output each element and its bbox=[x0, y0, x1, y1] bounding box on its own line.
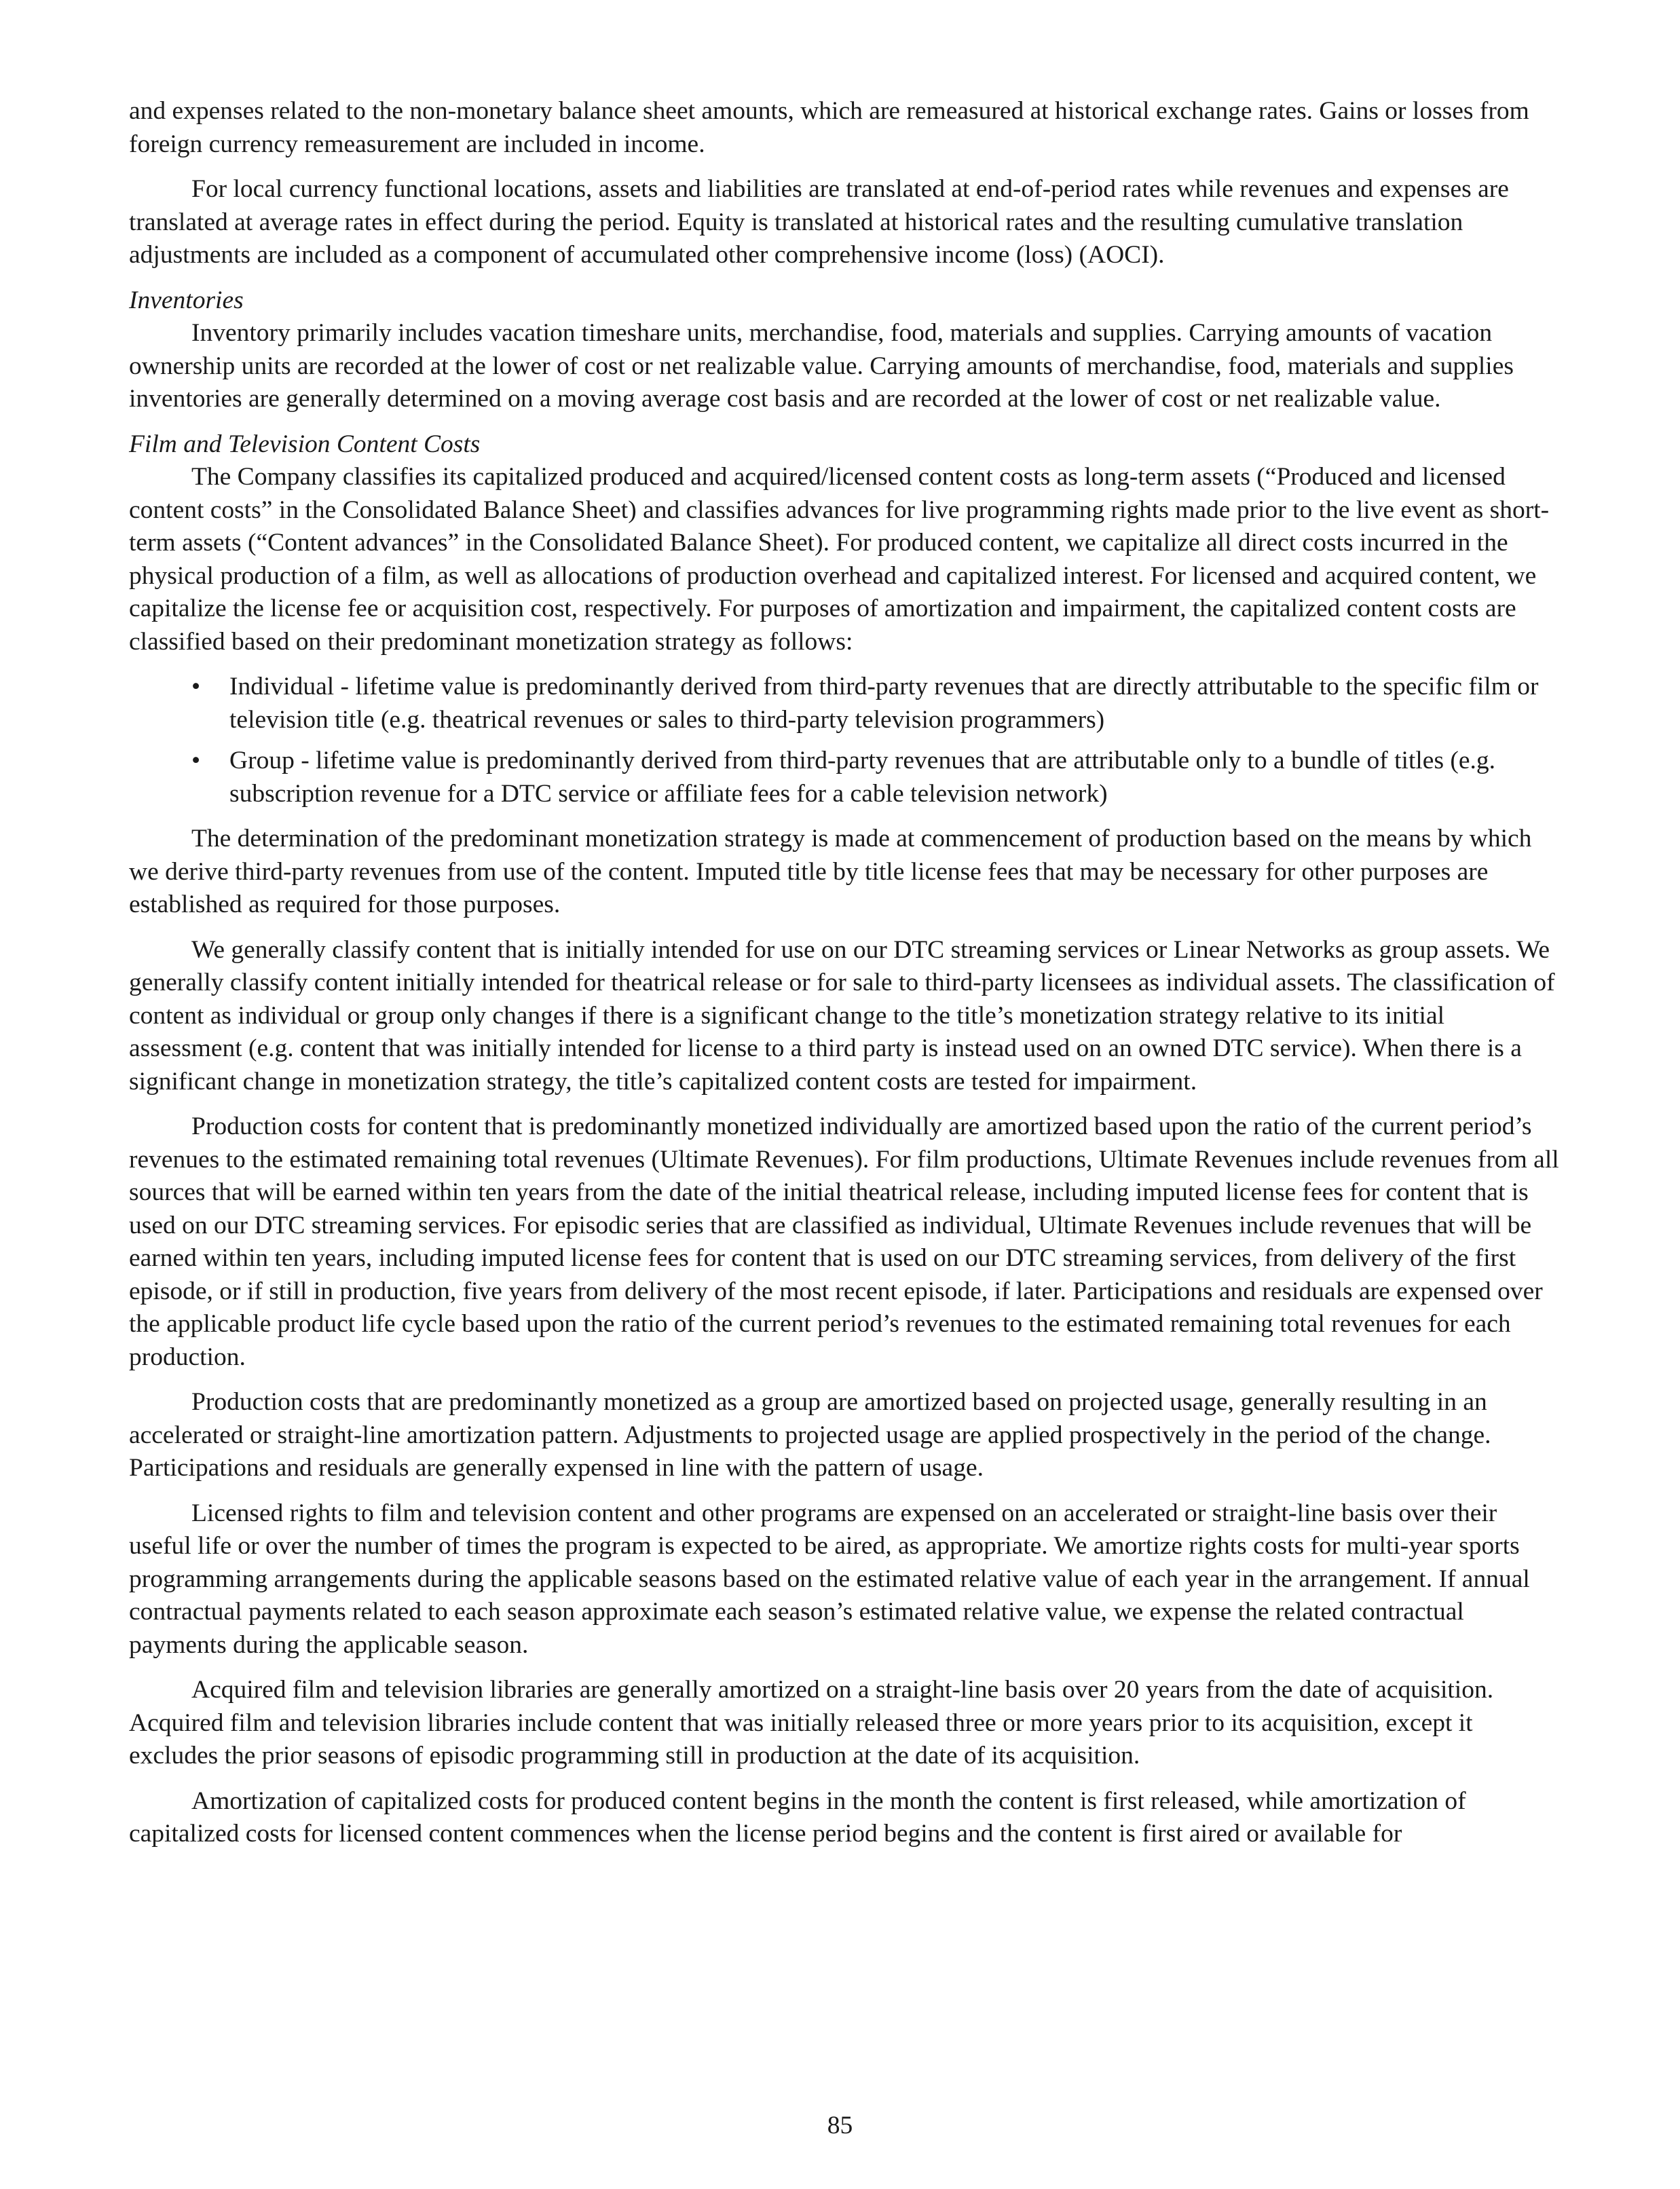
paragraph-inventories: Inventory primarily includes vacation timeshare units, merchandise, food, materials and supplies. Carrying amounts of vacation ownership units are recorded at the lower of cost or net realizable value. Carrying amounts of merchandise, food, materials and supplies inventories are generally determined on a moving average cost basis and are recorded at the lower of cost or net realizable value. bbox=[129, 319, 1514, 413]
bullet-icon: • bbox=[191, 747, 201, 774]
paragraph-licensed-rights: Licensed rights to film and television content and other programs are expensed on an accelerated or straight-line basis over their useful life or over the number of times the program is expected to be aired, as appropriate. We amortize rights costs for multi-year sports programming arrangements during the applicable seasons based on the estimated relative value of each year in the arrangement. If annual contractual payments related to each season approximate each season’s estimated relative value, we expense the related contractual payments during the applicable season. bbox=[129, 1499, 1530, 1659]
paragraph-film-classification: The Company classifies its capitalized produced and acquired/licensed content costs as long-term assets (“Produced and licensed content costs” in the Consolidated Balance Sheet) and classifies advances for live programming rights made prior to the live event as short-term assets (“Content advances” in the Consolidated Balance Sheet). For produced content, we capitalize all direct costs incurred in the physical production of a film, as well as allocations of production overhead and capitalized interest. For licensed and acquired content, we capitalize the license fee or acquisition cost, respectively. For purposes of amortization and impairment, the capitalized content costs are classified based on their predominant monetization strategy as follows: bbox=[129, 463, 1550, 656]
list-item-individual bbox=[129, 671, 1561, 736]
paragraph-local-currency: For local currency functional locations, assets and liabilities are translated at end-of-period rates while revenues and expenses are translated at average rates in effect during the period. Equity is translated at historical rates and the resulting cumulative translation adjustments are included as a component of accumulated other comprehensive income (loss) (AOCI). bbox=[129, 175, 1509, 269]
paragraph-amortization-start: Amortization of capitalized costs for produced content begins in the month the content is first released, while amortization of capitalized costs for licensed content commences when the license period begins and the content is first aired or available for bbox=[129, 1786, 1466, 1848]
film-content-costs-heading: Film and Television Content Costs bbox=[129, 430, 481, 458]
list-item-group bbox=[129, 745, 1561, 810]
paragraph-classify-content: We generally classify content that is initially intended for use on our DTC streaming services or Linear Networks as group assets. We generally classify content initially intended for theatrical release or for sale to third-party licensees as individual assets. The classification of content as individual or group only changes if there is a significant change to the title’s monetization strategy relative to its initial assessment (e.g. content that was initially intended for license to a third party is instead used on an owned DTC service). When there is a significant change in monetization strategy, the title’s capitalized content costs are tested for impairment. bbox=[129, 935, 1555, 1096]
page-number: 85 bbox=[827, 2112, 853, 2139]
paragraph-group-amortization: Production costs that are predominantly monetized as a group are amortized based on projected usage, generally resulting in an accelerated or straight-line amortization pattern. Adjustments to projected usage are applied prospectively in the period of the change. Participations and residuals are generally expensed in line with the pattern of usage. bbox=[129, 1388, 1491, 1482]
monetization-strategy-list bbox=[129, 671, 1561, 810]
inventories-heading: Inventories bbox=[129, 286, 244, 314]
list-item-text: Individual - lifetime value is predominantly derived from third-party revenues that are directly attributable to the specific film or television title (e.g. theatrical revenues or sales to third-party television programmers) bbox=[229, 673, 1539, 734]
paragraph-determination: The determination of the predominant monetization strategy is made at commencement of production based on the means by which we derive third-party revenues from use of the content. Imputed title by title license fees that may be necessary for other purposes are established as required for those purposes. bbox=[129, 825, 1532, 918]
paragraph-libraries: Acquired film and television libraries are generally amortized on a straight-line basis over 20 years from the date of acquisition. Acquired film and television libraries include content that was initially released three or more years prior to its acquisition, except it excludes the prior seasons of episodic programming still in production at the date of its acquisition. bbox=[129, 1676, 1494, 1770]
paragraph-individual-amortization: Production costs for content that is predominantly monetized individually are amortized based upon the ratio of the current period’s revenues to the estimated remaining total revenues (Ultimate Revenues). For film productions, Ultimate Revenues include revenues from all sources that will be earned within ten years from the date of the initial theatrical release, including imputed license fees for content that is used on our DTC streaming services. For episodic series that are classified as individual, Ultimate Revenues include revenues that will be earned within ten years, including imputed license fees for content that is used on our DTC streaming services, from delivery of the first episode, or if still in production, five years from delivery of the most recent episode, if later. Participations and residuals are expensed over the applicable product life cycle based upon the ratio of the current period’s revenues to the estimated remaining total revenues for each production. bbox=[129, 1112, 1559, 1371]
list-item-text: Group - lifetime value is predominantly derived from third-party revenues that are attributable only to a bundle of titles (e.g. subscription revenue for a DTC service or affiliate fees for a cable television network) bbox=[229, 747, 1496, 808]
paragraph-intro: and expenses related to the non-monetary balance sheet amounts, which are remeasured at historical exchange rates. Gains or losses from foreign currency remeasurement are included in income. bbox=[129, 97, 1529, 158]
bullet-icon: • bbox=[191, 673, 201, 700]
document-body bbox=[129, 95, 1561, 1863]
